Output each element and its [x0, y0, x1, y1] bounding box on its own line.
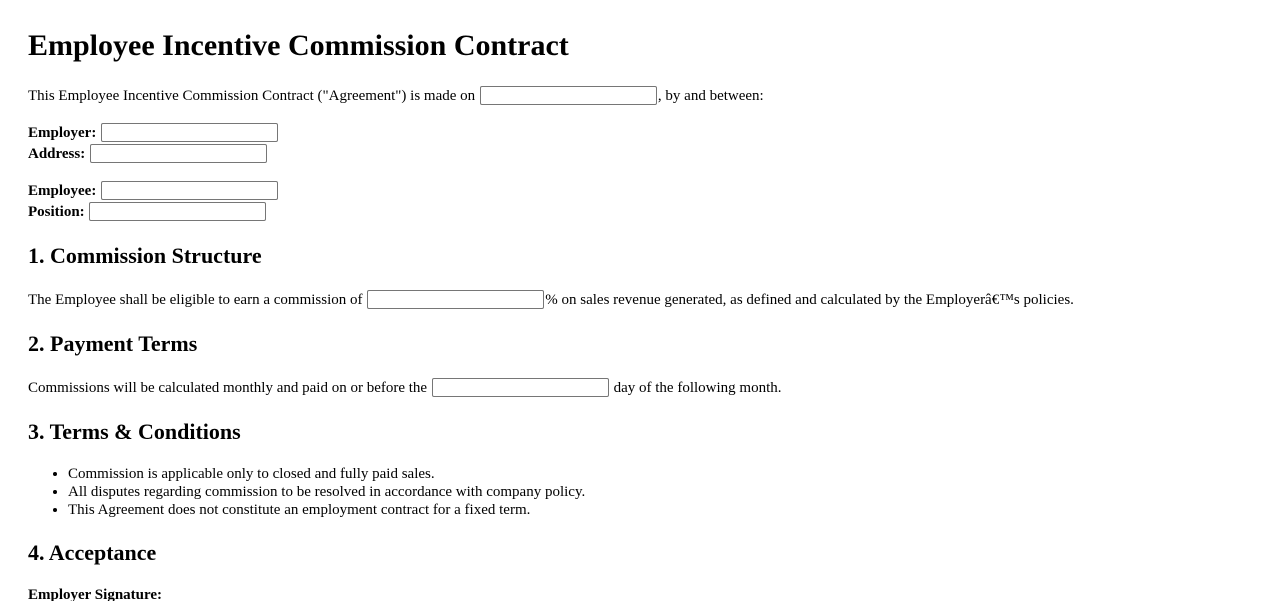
list-item: • All disputes regarding commission to be resolved in accordance with company policy. [68, 483, 585, 501]
employer-row [28, 123, 279, 143]
employee-label: Employee: [28, 183, 97, 199]
employee-row [28, 181, 279, 201]
address-field[interactable] [90, 144, 267, 163]
employer-label: Employer: [28, 125, 97, 141]
employer-signature-row [28, 585, 162, 601]
terms-list [28, 465, 585, 519]
intro-text-before: This Employee Incentive Commission Contract ("Agreement") is made on [28, 88, 476, 104]
payment-text-before: Commissions will be calculated monthly and paid on or before the [28, 380, 428, 396]
address-label: Address: [28, 146, 86, 162]
section-heading-commission: 1. Commission Structure [28, 243, 262, 268]
commission-percent-field[interactable] [367, 290, 544, 309]
position-field[interactable] [89, 202, 266, 221]
intro-paragraph [28, 86, 764, 106]
employer-signature-label: Employer Signature: [28, 587, 163, 601]
commission-paragraph [28, 290, 1074, 310]
position-row [28, 202, 267, 222]
payment-text-after: day of the following month. [613, 380, 782, 396]
section-heading-payment: 2. Payment Terms [28, 331, 198, 356]
commission-text-after: % on sales revenue generated, as defined and calculated by the Employerâ€™s policies. [545, 292, 1074, 308]
section-heading-terms: 3. Terms & Conditions [28, 419, 241, 444]
list-item: • Commission is applicable only to closed and fully paid sales. [68, 465, 585, 483]
payment-paragraph [28, 378, 782, 398]
section-heading-acceptance: 4. Acceptance [28, 540, 157, 565]
employee-field[interactable] [101, 181, 278, 200]
intro-text-after: , by and between: [657, 88, 764, 104]
position-label: Position: [28, 204, 85, 220]
payment-day-field[interactable] [432, 378, 609, 397]
page-title: Employee Incentive Commission Contract [28, 29, 569, 62]
agreement-date-field[interactable] [480, 86, 657, 105]
address-row [28, 144, 268, 164]
list-item: • This Agreement does not constitute an employment contract for a fixed term. [68, 501, 585, 519]
commission-text-before: The Employee shall be eligible to earn a commission of [28, 292, 363, 308]
employer-field[interactable] [101, 123, 278, 142]
